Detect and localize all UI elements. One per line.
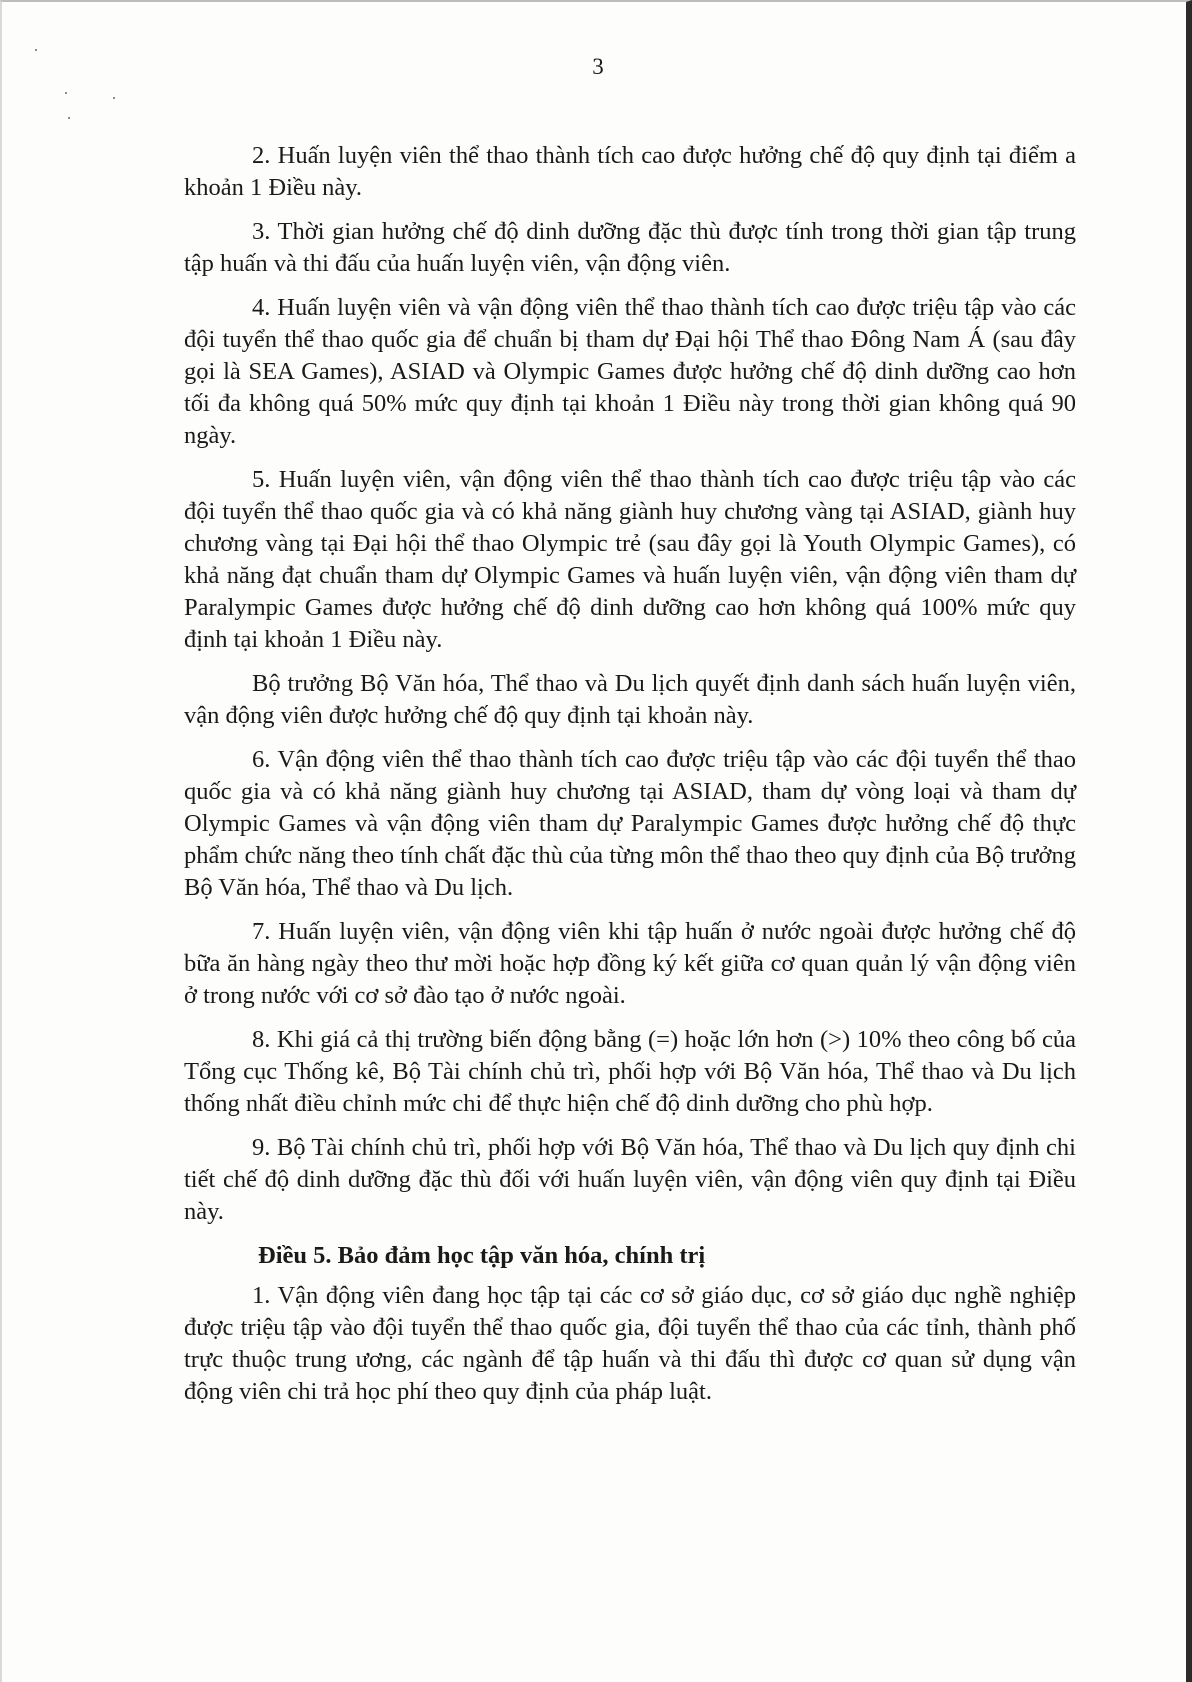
article-paragraph-clause-1: 1. Vận động viên đang học tập tại các cơ sở giáo dục, cơ sở giáo dục nghề nghiệp được triệu tập vào đội tuyển thể thao quốc gia, đội tuyển thể thao của các tỉnh, thành phố trực thuộc trung ương, các ngành để tập huấn và thi đấu thì được cơ quan sử dụng vận động viên chi trả học phí theo quy định của pháp luật. <box>184 1282 1076 1405</box>
paragraph-clause-9: 9. Bộ Tài chính chủ trì, phối hợp với Bộ Văn hóa, Thể thao và Du lịch quy định chi tiết chế độ dinh dưỡng đặc thù đối với huấn luyện viên, vận động viên quy định tại Điều này. <box>184 1134 1076 1225</box>
article-heading: Điều 5. Bảo đảm học tập văn hóa, chính trị <box>258 1242 706 1269</box>
paragraph-clause-5: 5. Huấn luyện viên, vận động viên thể thao thành tích cao được triệu tập vào các đội tuyển thể thao quốc gia và có khả năng giành huy chương vàng tại ASIAD, giành huy chương vàng tại Đại hội thể thao Olympic trẻ (sau đây gọi là Youth Olympic Games), có khả năng đạt chuẩn tham dự Olympic Games và huấn luyện viên, vận động viên tham dự Paralympic Games được hưởng chế độ dinh dưỡng cao hơn không quá 100% mức quy định tại khoản 1 Điều này. <box>184 466 1076 653</box>
paragraph-clause-3: 3. Thời gian hưởng chế độ dinh dưỡng đặc thù được tính trong thời gian tập trung tập huấn và thi đấu của huấn luyện viên, vận động viên. <box>184 218 1076 277</box>
paragraph-clause-6: 6. Vận động viên thể thao thành tích cao được triệu tập vào các đội tuyển thể thao quốc gia và có khả năng giành huy chương tại ASIAD, tham dự vòng loại và tham dự Olympic Games và vận động viên tham dự Paralympic Games được hưởng chế độ thực phẩm chức năng theo tính chất đặc thù của từng môn thể thao theo quy định của Bộ trưởng Bộ Văn hóa, Thể thao và Du lịch. <box>184 746 1076 901</box>
document-body <box>184 140 1076 1420</box>
paragraph-clause-4: 4. Huấn luyện viên và vận động viên thể thao thành tích cao được triệu tập vào các đội tuyển thể thao quốc gia để chuẩn bị tham dự Đại hội Thể thao Đông Nam Á (sau đây gọi là SEA Games), ASIAD và Olympic Games được hưởng chế độ dinh dưỡng cao hơn tối đa không quá 50% mức quy định tại khoản 1 Điều này trong thời gian không quá 90 ngày. <box>184 294 1076 449</box>
paragraph-clause-8: 8. Khi giá cả thị trường biến động bằng (=) hoặc lớn hơn (>) 10% theo công bố của Tổng cục Thống kê, Bộ Tài chính chủ trì, phối hợp với Bộ Văn hóa, Thể thao và Du lịch thống nhất điều chỉnh mức chi để thực hiện chế độ dinh dưỡng cho phù hợp. <box>184 1026 1076 1117</box>
page-number: 3 <box>592 54 604 79</box>
scan-speck <box>113 97 115 99</box>
paragraph-clause-7: 7. Huấn luyện viên, vận động viên khi tập huấn ở nước ngoài được hưởng chế độ bữa ăn hàng ngày theo thư mời hoặc hợp đồng ký kết giữa cơ quan quản lý vận động viên ở trong nước với cơ sở đào tạo ở nước ngoài. <box>184 918 1076 1009</box>
paragraph-minister-decision: Bộ trưởng Bộ Văn hóa, Thể thao và Du lịch quyết định danh sách huấn luyện viên, vận động viên được hưởng chế độ quy định tại khoản này. <box>184 670 1076 729</box>
scan-speck <box>35 49 37 51</box>
scan-speck <box>68 117 70 119</box>
scan-speck <box>65 92 67 94</box>
paragraph-clause-2: 2. Huấn luyện viên thể thao thành tích cao được hưởng chế độ quy định tại điểm a khoản 1 Điều này. <box>184 142 1076 201</box>
